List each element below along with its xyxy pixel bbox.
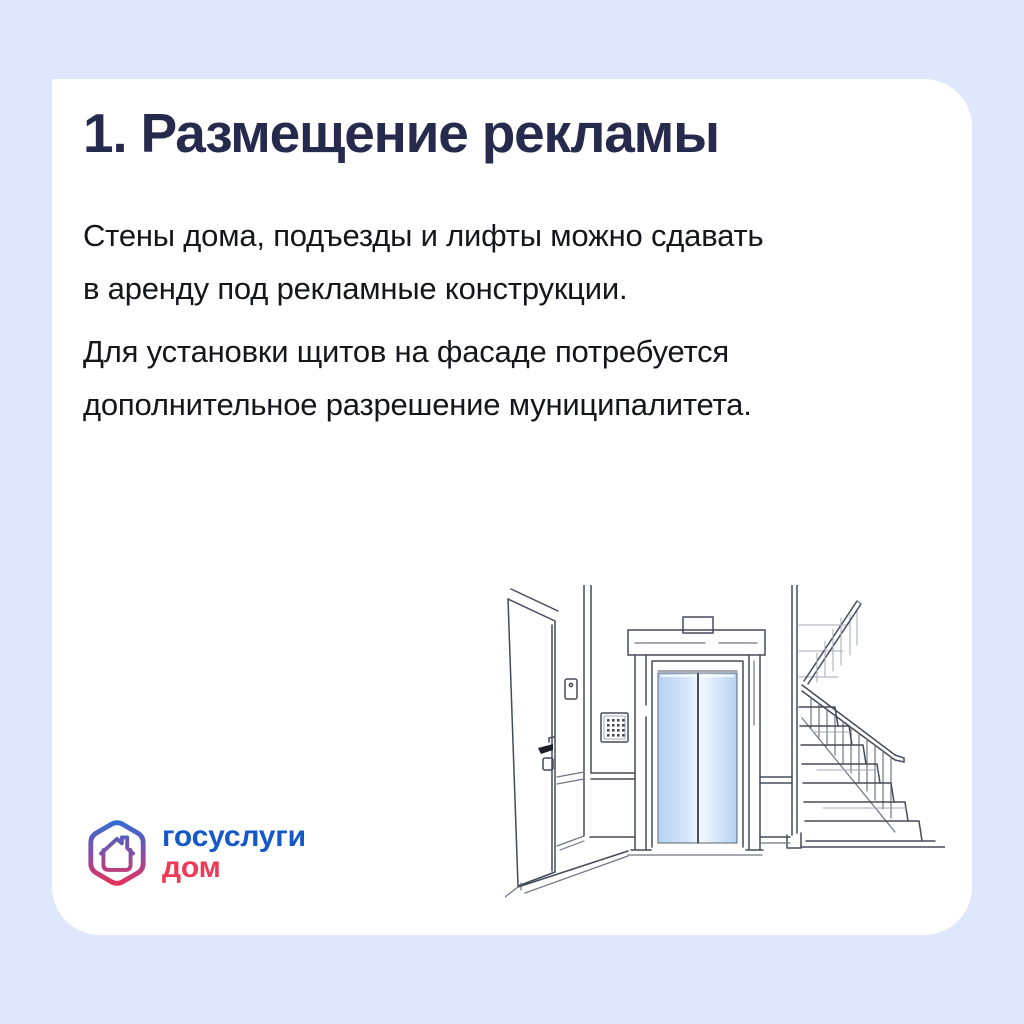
apartment-door <box>508 589 577 890</box>
elevator <box>628 617 765 855</box>
paragraph-1-line-1: Стены дома, подъезды и лифты можно сдавать <box>83 218 764 253</box>
hallway-elevator-stairs-illustration <box>505 585 945 915</box>
paragraph-2 <box>83 325 752 431</box>
house-in-hexagon-icon <box>85 818 149 888</box>
paragraph-1-line-2: в аренду под рекламные конструкции. <box>83 271 628 306</box>
elevator-doors <box>658 673 737 843</box>
paragraph-2-line-1: Для установки щитов на фасаде потребуется <box>83 334 729 369</box>
door-handle <box>538 744 553 754</box>
logo-wordmark <box>162 818 306 883</box>
page-title: 1. Размещение рекламы <box>83 102 719 164</box>
info-card <box>52 79 972 935</box>
paragraph-2-line-2: дополнительное разрешение муниципалитета. <box>83 387 752 422</box>
logo-text-dom: дом <box>162 851 221 884</box>
intercom-keypad <box>601 713 628 742</box>
gosuslugi-dom-logo <box>85 818 306 888</box>
hall-walls <box>505 585 635 897</box>
stairwell-wall <box>760 585 801 848</box>
logo-text-gosuslugi: госуслуги <box>162 820 306 853</box>
paragraph-1 <box>83 209 763 315</box>
handrail <box>802 685 904 762</box>
balusters <box>811 697 891 818</box>
doorbell <box>565 679 577 699</box>
staircase <box>760 601 945 847</box>
